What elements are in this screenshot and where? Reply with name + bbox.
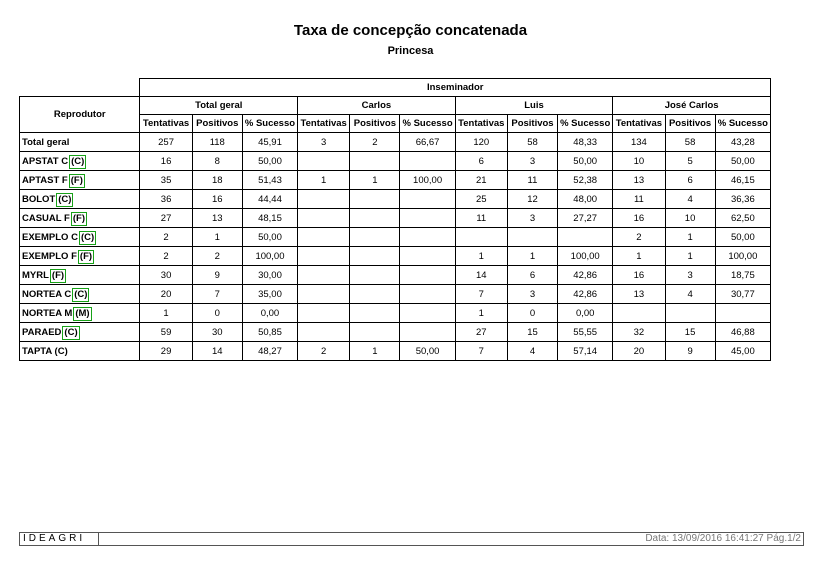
table-cell bbox=[298, 323, 350, 342]
table-cell: 16 bbox=[192, 190, 242, 209]
table-cell: 18 bbox=[192, 171, 242, 190]
table-cell: 58 bbox=[665, 133, 715, 152]
table-cell: 1 bbox=[350, 171, 400, 190]
sire-name: MYRL bbox=[22, 269, 49, 281]
column-header: Positivos bbox=[665, 115, 715, 133]
table-cell bbox=[400, 285, 455, 304]
table-cell: 1 bbox=[455, 247, 507, 266]
sire-name: APTAST F bbox=[22, 174, 68, 186]
table-cell: 46,15 bbox=[715, 171, 770, 190]
table-cell: 9 bbox=[665, 342, 715, 361]
table-row bbox=[20, 285, 771, 304]
table-cell: 2 bbox=[350, 133, 400, 152]
table-cell: 55,55 bbox=[558, 323, 613, 342]
table-cell: 1 bbox=[665, 228, 715, 247]
column-header: % Sucesso bbox=[400, 115, 455, 133]
table-cell: 0 bbox=[192, 304, 242, 323]
table-cell: 10 bbox=[665, 209, 715, 228]
table-cell bbox=[298, 228, 350, 247]
table-row bbox=[20, 342, 771, 361]
table-cell: 35,00 bbox=[242, 285, 297, 304]
table-cell: 12 bbox=[507, 190, 557, 209]
table-row bbox=[20, 209, 771, 228]
row-label bbox=[20, 304, 140, 323]
table-cell bbox=[350, 266, 400, 285]
table-cell bbox=[507, 228, 557, 247]
table-row bbox=[20, 266, 771, 285]
row-label bbox=[20, 266, 140, 285]
table-cell: 134 bbox=[613, 133, 665, 152]
table-cell: 1 bbox=[507, 247, 557, 266]
table-cell bbox=[400, 247, 455, 266]
table-cell: 100,00 bbox=[715, 247, 770, 266]
table-cell: 1 bbox=[613, 247, 665, 266]
conception-rate-table bbox=[19, 78, 771, 361]
table-cell bbox=[350, 323, 400, 342]
column-header: Positivos bbox=[507, 115, 557, 133]
sire-tag: (C) bbox=[74, 288, 88, 300]
table-cell: 2 bbox=[613, 228, 665, 247]
group-header: Total geral bbox=[140, 97, 298, 115]
table-cell: 52,38 bbox=[558, 171, 613, 190]
table-cell: 13 bbox=[192, 209, 242, 228]
table-cell: 30,77 bbox=[715, 285, 770, 304]
group-header-inseminador: Inseminador bbox=[140, 79, 771, 97]
table-cell: 3 bbox=[507, 152, 557, 171]
table-cell: 48,27 bbox=[242, 342, 297, 361]
table-cell bbox=[350, 152, 400, 171]
table-cell bbox=[400, 209, 455, 228]
page-footer bbox=[19, 532, 804, 546]
table-cell: 30,00 bbox=[242, 266, 297, 285]
sire-name: EXEMPLO C bbox=[22, 231, 78, 243]
group-header: José Carlos bbox=[613, 97, 771, 115]
table-cell: 3 bbox=[507, 209, 557, 228]
table-cell: 13 bbox=[613, 285, 665, 304]
table-cell: 7 bbox=[192, 285, 242, 304]
table-cell: 50,00 bbox=[400, 342, 455, 361]
row-label bbox=[20, 323, 140, 342]
table-cell bbox=[400, 190, 455, 209]
sire-name: Total geral bbox=[22, 136, 70, 148]
table-cell: 50,00 bbox=[242, 152, 297, 171]
table-cell bbox=[298, 152, 350, 171]
column-header: % Sucesso bbox=[242, 115, 297, 133]
table-cell bbox=[455, 228, 507, 247]
table-cell: 36 bbox=[140, 190, 192, 209]
table-cell: 57,14 bbox=[558, 342, 613, 361]
table-cell: 6 bbox=[665, 171, 715, 190]
table-cell: 46,88 bbox=[715, 323, 770, 342]
table-cell: 48,33 bbox=[558, 133, 613, 152]
sire-name: BOLOT bbox=[22, 193, 56, 205]
table-cell: 62,50 bbox=[715, 209, 770, 228]
row-label bbox=[20, 152, 140, 171]
sire-name: NORTEA M bbox=[22, 307, 73, 319]
table-cell: 118 bbox=[192, 133, 242, 152]
report-subtitle: Princesa bbox=[387, 45, 434, 57]
table-cell bbox=[350, 304, 400, 323]
table-cell bbox=[400, 304, 455, 323]
table-cell: 42,86 bbox=[558, 285, 613, 304]
table-cell: 27 bbox=[140, 209, 192, 228]
table-cell: 36,36 bbox=[715, 190, 770, 209]
table-cell bbox=[298, 209, 350, 228]
table-cell: 44,44 bbox=[242, 190, 297, 209]
table-cell: 4 bbox=[665, 190, 715, 209]
table-cell: 2 bbox=[192, 247, 242, 266]
table-cell: 0,00 bbox=[558, 304, 613, 323]
table-cell: 15 bbox=[507, 323, 557, 342]
sire-tag: (C) bbox=[71, 155, 85, 167]
table-cell: 14 bbox=[455, 266, 507, 285]
table-cell: 6 bbox=[507, 266, 557, 285]
table-cell bbox=[400, 228, 455, 247]
table-row bbox=[20, 247, 771, 266]
table-cell: 18,75 bbox=[715, 266, 770, 285]
sire-name: NORTEA C bbox=[22, 288, 72, 300]
table-row bbox=[20, 304, 771, 323]
table-cell bbox=[558, 228, 613, 247]
table-cell: 3 bbox=[507, 285, 557, 304]
sire-tag: (F) bbox=[51, 269, 65, 281]
table-cell bbox=[350, 285, 400, 304]
table-cell: 2 bbox=[140, 247, 192, 266]
table-cell: 1 bbox=[455, 304, 507, 323]
table-cell bbox=[350, 247, 400, 266]
table-cell: 48,00 bbox=[558, 190, 613, 209]
table-cell bbox=[298, 266, 350, 285]
table-cell: 45,91 bbox=[242, 133, 297, 152]
sire-name: APSTAT C bbox=[22, 155, 69, 167]
table-cell: 30 bbox=[192, 323, 242, 342]
table-row bbox=[20, 323, 771, 342]
table-cell: 100,00 bbox=[558, 247, 613, 266]
brand-logo: IDEAGRI bbox=[20, 533, 99, 545]
row-label bbox=[20, 247, 140, 266]
table-cell: 11 bbox=[455, 209, 507, 228]
sire-tag: (C) bbox=[58, 193, 72, 205]
sire-tag: (F) bbox=[79, 250, 93, 262]
table-cell: 14 bbox=[192, 342, 242, 361]
table-cell: 15 bbox=[665, 323, 715, 342]
row-label bbox=[20, 133, 140, 152]
row-header-reprodutor: Reprodutor bbox=[20, 97, 140, 133]
table-cell: 8 bbox=[192, 152, 242, 171]
table-cell: 2 bbox=[298, 342, 350, 361]
table-cell bbox=[298, 304, 350, 323]
table-cell: 4 bbox=[507, 342, 557, 361]
table-cell: 11 bbox=[613, 190, 665, 209]
row-label bbox=[20, 285, 140, 304]
table-cell: 29 bbox=[140, 342, 192, 361]
table-cell bbox=[350, 209, 400, 228]
table-cell bbox=[400, 152, 455, 171]
table-cell bbox=[665, 304, 715, 323]
sire-name: CASUAL F bbox=[22, 212, 70, 224]
row-label bbox=[20, 190, 140, 209]
table-row bbox=[20, 171, 771, 190]
table-cell: 66,67 bbox=[400, 133, 455, 152]
table-cell bbox=[298, 247, 350, 266]
table-cell bbox=[298, 190, 350, 209]
table-cell: 1 bbox=[192, 228, 242, 247]
table-cell: 16 bbox=[613, 266, 665, 285]
table-cell: 32 bbox=[613, 323, 665, 342]
table-cell: 25 bbox=[455, 190, 507, 209]
table-cell: 58 bbox=[507, 133, 557, 152]
row-label bbox=[20, 342, 140, 361]
table-cell: 30 bbox=[140, 266, 192, 285]
table-cell: 7 bbox=[455, 342, 507, 361]
table-cell: 50,85 bbox=[242, 323, 297, 342]
table-cell: 0,00 bbox=[242, 304, 297, 323]
table-cell: 16 bbox=[613, 209, 665, 228]
table-cell: 50,00 bbox=[715, 228, 770, 247]
column-header: % Sucesso bbox=[715, 115, 770, 133]
table-cell: 2 bbox=[140, 228, 192, 247]
table-cell: 3 bbox=[298, 133, 350, 152]
table-cell: 4 bbox=[665, 285, 715, 304]
table-cell: 50,00 bbox=[242, 228, 297, 247]
column-header: Tentativas bbox=[140, 115, 192, 133]
column-header: Tentativas bbox=[613, 115, 665, 133]
table-cell: 13 bbox=[613, 171, 665, 190]
sire-tag: (F) bbox=[70, 174, 83, 186]
table-cell: 51,43 bbox=[242, 171, 297, 190]
table-cell: 9 bbox=[192, 266, 242, 285]
table-cell: 100,00 bbox=[242, 247, 297, 266]
row-label bbox=[20, 228, 140, 247]
table-corner bbox=[20, 79, 140, 97]
table-cell: 0 bbox=[507, 304, 557, 323]
column-header: Positivos bbox=[350, 115, 400, 133]
column-header: Positivos bbox=[192, 115, 242, 133]
table-cell: 120 bbox=[455, 133, 507, 152]
table-cell: 1 bbox=[140, 304, 192, 323]
column-header: % Sucesso bbox=[558, 115, 613, 133]
table-cell: 257 bbox=[140, 133, 192, 152]
table-cell: 50,00 bbox=[558, 152, 613, 171]
sire-name: PARAED bbox=[22, 326, 62, 338]
table-row bbox=[20, 190, 771, 209]
sire-name: EXEMPLO F bbox=[22, 250, 77, 262]
table-cell: 6 bbox=[455, 152, 507, 171]
table-cell: 16 bbox=[140, 152, 192, 171]
table-cell: 1 bbox=[298, 171, 350, 190]
row-label bbox=[20, 209, 140, 228]
table-cell: 27,27 bbox=[558, 209, 613, 228]
table-cell: 10 bbox=[613, 152, 665, 171]
table-row bbox=[20, 228, 771, 247]
sire-tag: (C) bbox=[80, 231, 95, 243]
table-cell: 43,28 bbox=[715, 133, 770, 152]
table-cell bbox=[613, 304, 665, 323]
table-row bbox=[20, 133, 771, 152]
table-cell: 59 bbox=[140, 323, 192, 342]
table-cell: 35 bbox=[140, 171, 192, 190]
sire-tag: (M) bbox=[75, 307, 90, 319]
table-row bbox=[20, 152, 771, 171]
sire-tag: (C) bbox=[64, 326, 78, 338]
table-cell: 11 bbox=[507, 171, 557, 190]
table-cell bbox=[298, 285, 350, 304]
table-cell: 45,00 bbox=[715, 342, 770, 361]
table-cell: 21 bbox=[455, 171, 507, 190]
table-cell: 100,00 bbox=[400, 171, 455, 190]
table-cell: 3 bbox=[665, 266, 715, 285]
table-cell: 7 bbox=[455, 285, 507, 304]
table-cell bbox=[400, 323, 455, 342]
report-title: Taxa de concepção concatenada bbox=[293, 22, 528, 39]
table-cell: 1 bbox=[350, 342, 400, 361]
table-cell bbox=[350, 228, 400, 247]
table-cell: 5 bbox=[665, 152, 715, 171]
sire-name: TAPTA (C) bbox=[22, 345, 68, 357]
table-cell: 20 bbox=[140, 285, 192, 304]
table-cell: 20 bbox=[613, 342, 665, 361]
sire-tag: (F) bbox=[72, 212, 85, 224]
group-header: Luis bbox=[455, 97, 613, 115]
table-cell bbox=[715, 304, 770, 323]
table-cell: 50,00 bbox=[715, 152, 770, 171]
table-cell: 48,15 bbox=[242, 209, 297, 228]
footer-date-page: Data: 13/09/2016 16:41:27 Pág.1/2 bbox=[645, 533, 801, 544]
table-cell bbox=[400, 266, 455, 285]
table-cell: 27 bbox=[455, 323, 507, 342]
table-cell: 1 bbox=[665, 247, 715, 266]
column-header: Tentativas bbox=[455, 115, 507, 133]
table-cell: 42,86 bbox=[558, 266, 613, 285]
column-header: Tentativas bbox=[298, 115, 350, 133]
row-label bbox=[20, 171, 140, 190]
table-cell bbox=[350, 190, 400, 209]
group-header: Carlos bbox=[298, 97, 456, 115]
